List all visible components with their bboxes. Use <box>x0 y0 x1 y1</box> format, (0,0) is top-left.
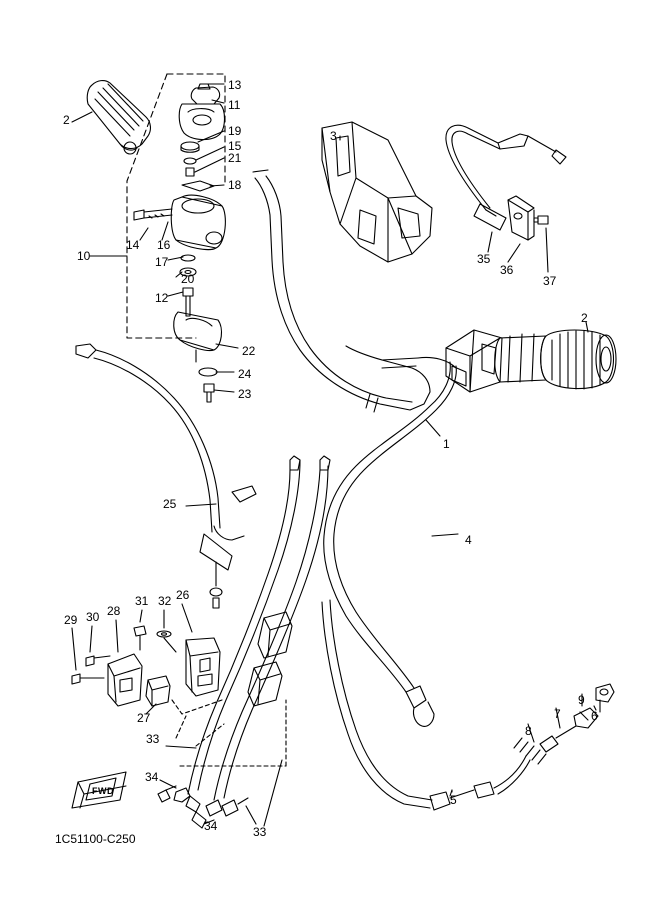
callout-number: 21 <box>228 151 242 165</box>
callout-number: 17 <box>155 255 169 269</box>
callout-number: 27 <box>137 711 151 725</box>
callout-number: 4 <box>465 533 472 547</box>
cable-35 <box>446 125 566 240</box>
cable-5 <box>322 600 614 810</box>
cable-harness <box>158 456 330 828</box>
callout-number: 15 <box>228 139 242 153</box>
cover-3 <box>322 122 432 262</box>
cable-4 <box>324 362 457 726</box>
callout-number: 14 <box>126 238 140 252</box>
handlebar-1 <box>253 170 456 412</box>
callout-number: 19 <box>228 124 242 138</box>
callout-number: 23 <box>238 387 252 401</box>
callout-number: 2 <box>63 113 70 127</box>
callout-number: 7 <box>554 707 561 721</box>
callout-number: 32 <box>158 594 172 608</box>
callout-number: 34 <box>145 770 159 784</box>
callout-number: 34 <box>204 819 218 833</box>
callout-number: 33 <box>146 732 160 746</box>
callout-number: 10 <box>77 249 91 263</box>
callout-number: 2 <box>581 311 588 325</box>
callout-number: 30 <box>86 610 100 624</box>
fwd-label: FWD <box>92 786 114 796</box>
callout-number: 5 <box>450 793 457 807</box>
callout-number: 11 <box>228 98 241 112</box>
callout-number: 13 <box>228 78 242 92</box>
cable-25 <box>76 344 256 608</box>
callout-number: 22 <box>242 344 256 358</box>
switch-assembly <box>72 626 222 714</box>
callout-number: 18 <box>228 178 242 192</box>
callout-number: 26 <box>176 588 190 602</box>
callout-number: 8 <box>525 724 532 738</box>
callout-number: 37 <box>543 274 557 288</box>
callout-number: 33 <box>253 825 267 839</box>
callout-number: 36 <box>500 263 514 277</box>
part-code-label: 1C51100-C250 <box>55 832 136 846</box>
callout-number: 24 <box>238 367 252 381</box>
callout-number: 1 <box>443 437 450 451</box>
callout-number: 9 <box>578 693 585 707</box>
callout-number: 12 <box>155 291 169 305</box>
callout-number: 28 <box>107 604 121 618</box>
master-cylinder <box>134 84 225 402</box>
callout-number: 31 <box>135 594 149 608</box>
callout-number: 6 <box>591 709 598 723</box>
callout-number: 29 <box>64 613 78 627</box>
callout-number: 3 <box>330 129 337 143</box>
callout-number: 35 <box>477 252 491 266</box>
right-grip <box>446 330 616 392</box>
callout-number: 25 <box>163 497 177 511</box>
callout-number: 20 <box>181 272 195 286</box>
callout-number: 16 <box>157 238 171 252</box>
